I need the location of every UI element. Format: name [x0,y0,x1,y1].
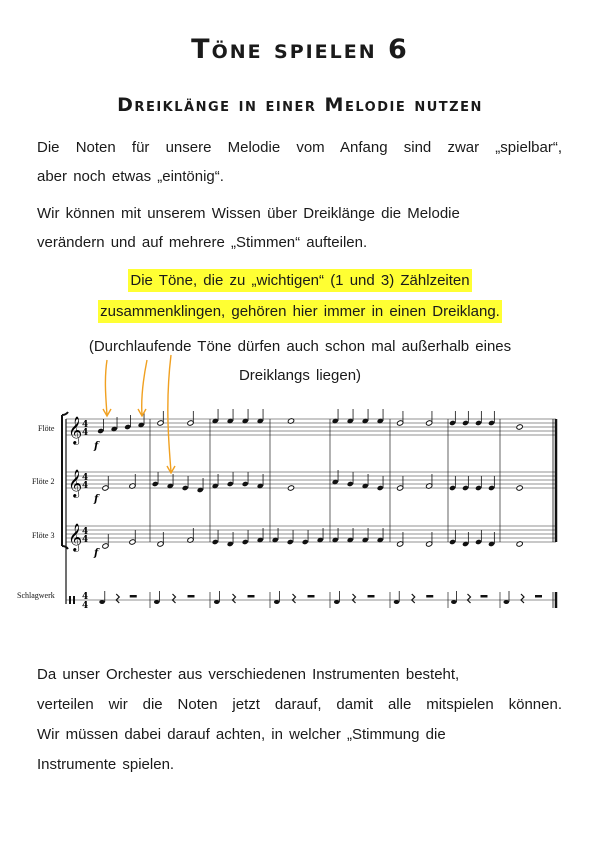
quarter-rest [293,594,296,603]
note-head [516,424,523,430]
staff-label-floete-3: Flöte 3 [32,531,55,540]
quarter-rest [412,594,415,603]
time-signature-bottom: 4 [82,428,89,438]
treble-clef: 𝄞 [68,469,83,497]
intro-paragraph [37,133,562,191]
quarter-rest [116,594,119,603]
highlight-line: zusammenklingen, gehören hier immer in einen Dreiklang. [98,300,502,323]
text-line: verteilen wir die Noten jetzt darauf, damit alle mitspielen können. [37,696,562,713]
percussion-note [504,600,510,604]
staff-label-floete: Flöte [38,424,55,433]
staff-label-schlagwerk: Schlagwerk [17,591,55,600]
half-rest [368,595,375,598]
dynamic-marking: f [94,494,99,505]
percussion-note [451,600,457,604]
percussion-note [154,600,160,604]
treble-clef: 𝄞 [68,523,83,551]
text-line: Die Noten für unsere Melodie vom Anfang sind zwar „spielbar“, [37,139,562,156]
half-rest [481,595,488,598]
section-subtitle: Dreiklänge in einer Melodie nutzen [117,94,483,116]
percussion-note [99,600,105,604]
half-rest [535,595,542,598]
text-line: aber noch etwas „eintönig“. [37,168,224,185]
annotation-arrow [105,360,107,415]
treble-clef: 𝄞 [68,416,83,444]
quarter-rest [173,594,176,603]
page-title: Töne spielen 6 [191,34,409,65]
text-line: Dreiklangs liegen) [238,367,362,384]
annotation-arrow [168,355,171,472]
percussion-note [214,600,220,604]
percussion-clef [73,596,75,604]
half-rest [308,595,315,598]
staff-label-floete-2: Flöte 2 [32,477,55,486]
percussion-note [334,600,340,604]
dynamic-marking: f [94,548,99,559]
quarter-rest [353,594,356,603]
quarter-rest [233,594,236,603]
time-signature-bottom: 4 [82,535,89,545]
dynamic-marking: f [94,441,99,452]
text-line: (Durchlaufende Töne dürfen auch schon mal außerhalb eines [88,338,512,355]
percussion-note [274,600,280,604]
time-signature-top: 4 [82,592,89,602]
note-head [516,485,523,491]
half-rest [188,595,195,598]
percussion-clef [69,596,71,604]
time-signature-top: 4 [82,473,89,483]
highlighted-rule [0,265,600,327]
note-head [287,485,294,491]
text-line: Instrumente spielen. [37,756,175,773]
text-line: Da unser Orchester aus verschiedenen Instrumenten besteht, [37,666,460,683]
text-line: Wir können mit unserem Wissen über Dreiklänge die Melodie [37,205,460,222]
half-rest [248,595,255,598]
time-signature-top: 4 [82,527,89,537]
half-rest [426,595,433,598]
quarter-rest [468,594,471,603]
closing-paragraph [37,660,562,780]
quarter-rest [521,594,524,603]
text-line: verändern und auf mehrere „Stimmen“ aufteilen. [37,234,368,251]
annotation-arrow [142,360,147,415]
text-line: Wir müssen dabei darauf achten, in welcher „Stimmung die [37,726,446,743]
music-score [0,345,600,610]
percussion-note [394,600,400,604]
time-signature-bottom: 4 [82,481,89,491]
time-signature-bottom: 4 [82,601,89,610]
triad-paragraph [37,199,562,257]
time-signature-top: 4 [82,420,89,430]
highlight-line: Die Töne, die zu „wichtigen“ (1 und 3) Zählzeiten [128,269,471,292]
half-rest [130,595,137,598]
